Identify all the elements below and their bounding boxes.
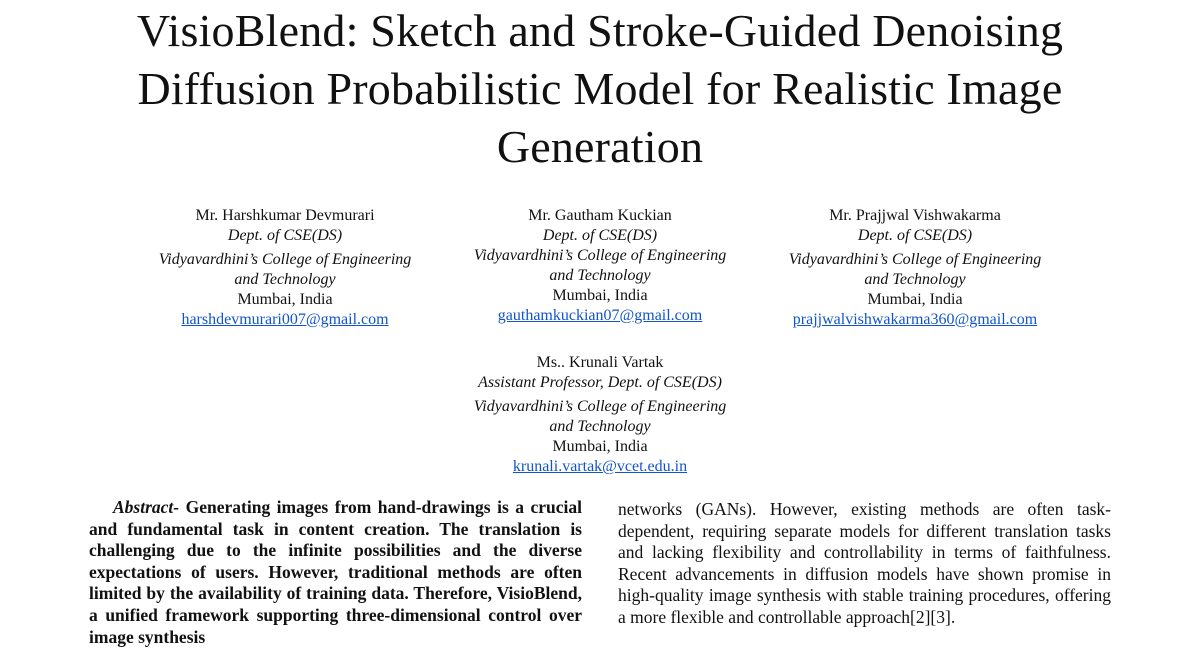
author-dept: Dept. of CSE(DS)	[857, 227, 973, 244]
title-line-3: Generation	[496, 121, 704, 172]
author-dept: Assistant Professor, Dept. of CSE(DS)	[478, 374, 722, 391]
author-college-cont: and Technology	[864, 271, 966, 288]
author-block-3	[773, 206, 1057, 330]
author-email-link[interactable]: gauthamkuckian07@gmail.com	[497, 307, 703, 324]
author-name: Ms.. Krunali Vartak	[536, 354, 664, 371]
author-college: Vidyavardhini’s College of Engineering	[473, 247, 727, 264]
author-location: Mumbai, India	[237, 291, 333, 308]
author-college: Vidyavardhini’s College of Engineering	[473, 398, 727, 415]
body-text: networks (GANs). However, existing methods are often task-dependent, requiring separate models for different translation tasks and lacking flexibility and controllability in terms of faithfulness. Recent advancements in diffusion models have shown promise in high-quality image synthesis with stable training procedures, offering a more flexible and controllable approach[2][3].	[618, 499, 1111, 627]
author-name: Mr. Harshkumar Devmurari	[195, 207, 375, 224]
abstract-text: Generating images from hand-drawings is a crucial and fundamental task in content creation. The translation is challenging due to the infinite possibilities and the diverse expectations of users. However, traditional methods are often limited by the availability of training data. Therefore, VisioBlend, a unified framework supporting three-dimensional control over image synthesis	[89, 497, 583, 647]
body-column-right	[618, 499, 1111, 629]
author-location: Mumbai, India	[552, 438, 648, 455]
title-line-2: Diffusion Probabilistic Model for Realistic Image	[137, 63, 1063, 114]
author-college-cont: and Technology	[549, 418, 651, 435]
author-email-link[interactable]: harshdevmurari007@gmail.com	[181, 311, 389, 328]
author-email-link[interactable]: prajjwalvishwakarma360@gmail.com	[792, 311, 1038, 328]
author-location: Mumbai, India	[552, 287, 648, 304]
author-block-4	[455, 353, 745, 477]
author-college-cont: and Technology	[234, 271, 336, 288]
author-college: Vidyavardhini’s College of Engineering	[158, 251, 412, 268]
author-name: Mr. Prajjwal Vishwakarma	[829, 207, 1001, 224]
author-college: Vidyavardhini’s College of Engineering	[788, 251, 1042, 268]
author-dept: Dept. of CSE(DS)	[542, 227, 658, 244]
paper-title	[0, 2, 1200, 176]
author-dept: Dept. of CSE(DS)	[227, 227, 343, 244]
author-block-1	[143, 206, 427, 330]
author-location: Mumbai, India	[867, 291, 963, 308]
author-block-2	[458, 206, 742, 326]
title-line-1: VisioBlend: Sketch and Stroke-Guided Denoising	[136, 5, 1064, 56]
author-email-link[interactable]: krunali.vartak@vcet.edu.in	[512, 458, 688, 475]
author-college-cont: and Technology	[549, 267, 651, 284]
abstract-column	[89, 497, 582, 648]
author-name: Mr. Gautham Kuckian	[528, 207, 672, 224]
abstract-label: Abstract-	[113, 497, 180, 517]
